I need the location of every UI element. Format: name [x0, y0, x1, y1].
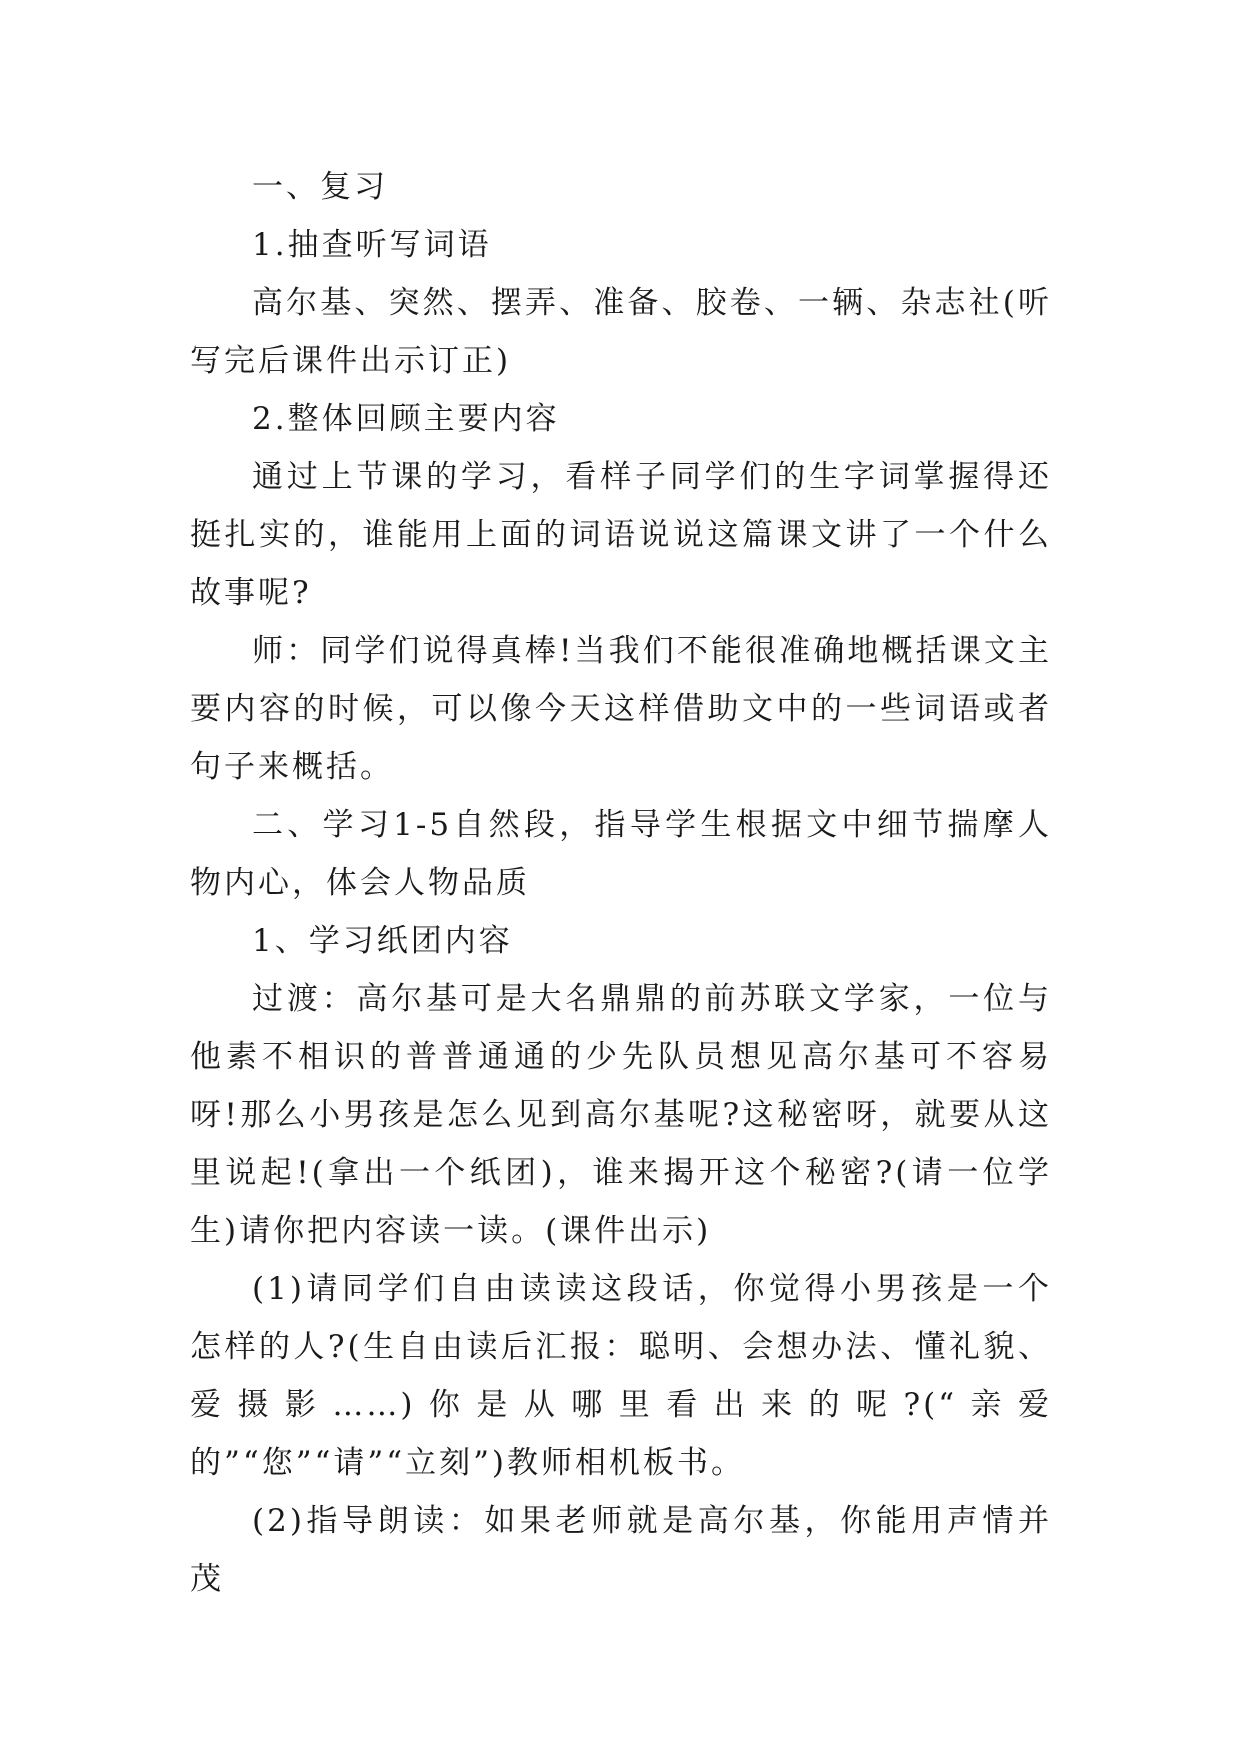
paragraph-step-1: (1)请同学们自由读读这段话，你觉得小男孩是一个怎样的人?(生自由读后汇报：聪明、会想办法、懂礼貌、爱摄影……)你是从哪里看出来的呢?(“亲爱的”“您”“请”“立刻”)教师相机板书。: [190, 1271, 1052, 1481]
vocabulary-list: 高尔基、突然、摆弄、准备、胶卷、一辆、杂志社(听写完后课件出示订正): [190, 285, 1052, 379]
item-review-content: 2.整体回顾主要内容: [252, 401, 560, 437]
item-paper-ball: 1、学习纸团内容: [252, 923, 513, 959]
heading-study-paragraphs: 二、学习1-5自然段，指导学生根据文中细节揣摩人物内心，体会人物品质: [190, 807, 1052, 901]
item-dictation: 1.抽查听写词语: [252, 227, 492, 263]
document-page: [190, 158, 1052, 1608]
paragraph-transition: 过渡：高尔基可是大名鼎鼎的前苏联文学家，一位与他素不相识的普普通通的少先队员想见高尔基可不容易呀!那么小男孩是怎么见到高尔基呢?这秘密呀，就要从这里说起!(拿出一个纸团)，谁来揭开这个秘密?(请一位学生)请你把内容读一读。(课件出示): [190, 981, 1052, 1249]
paragraph-question: 通过上节课的学习，看样子同学们的生字词掌握得还挺扎实的，谁能用上面的词语说说这篇课文讲了一个什么故事呢?: [190, 459, 1052, 611]
paragraph-teacher-summary: 师：同学们说得真棒!当我们不能很准确地概括课文主要内容的时候，可以像今天这样借助文中的一些词语或者句子来概括。: [190, 633, 1052, 785]
paragraph-step-2: (2)指导朗读：如果老师就是高尔基，你能用声情并茂: [190, 1503, 1052, 1597]
heading-review: 一、复习: [252, 169, 388, 205]
